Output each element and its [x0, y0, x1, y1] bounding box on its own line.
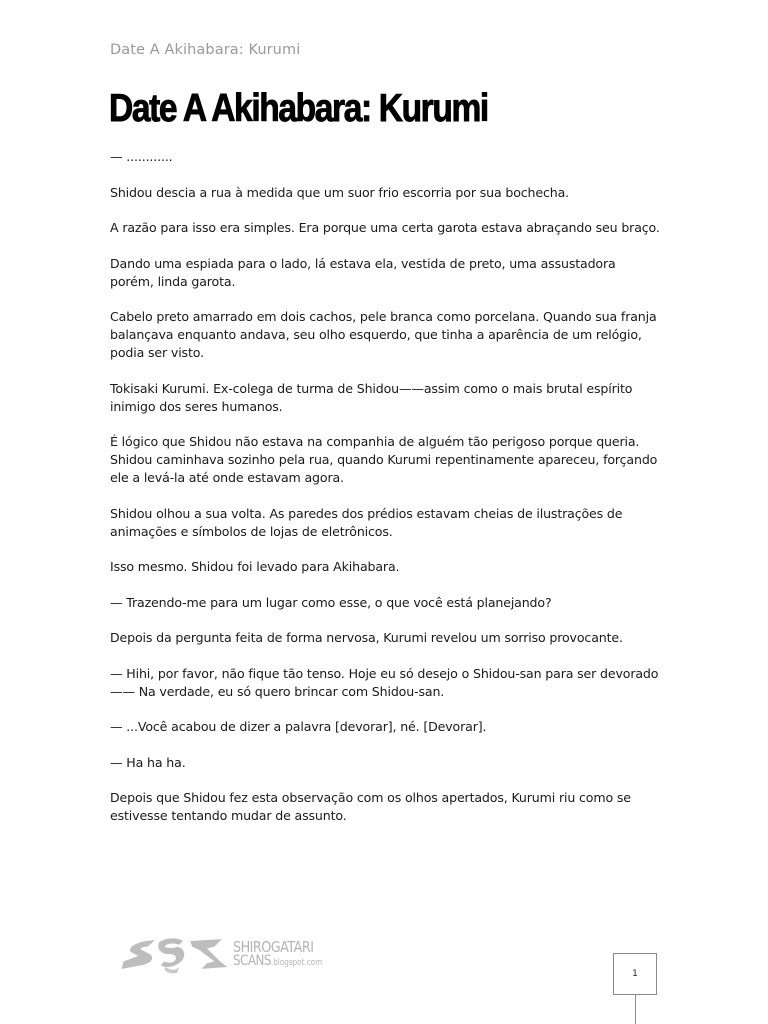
paragraph: A razão para isso era simples. Era porque uma certa garota estava abraçando seu braço. — [110, 220, 660, 235]
logo-line-2-suffix: .blogspot.com — [271, 958, 323, 968]
document-body — [110, 148, 660, 843]
paragraph: — ...Você acabou de dizer a palavra [devorar], né. [Devorar]. — [110, 719, 487, 734]
paragraph: Shidou descia a rua à medida que um suor frio escorria por sua bochecha. — [110, 184, 569, 200]
paragraph: Cabelo preto amarrado em dois cachos, pele branca como porcelana. Quando sua franja balançava enquanto andava, seu olho esquerdo, que tinha a aparência de um relógio, podia ser visto. — [110, 309, 657, 360]
running-header: Date A Akihabara: Kurumi — [110, 42, 301, 58]
paragraph: — ............ — [110, 149, 173, 164]
paragraph: Tokisaki Kurumi. Ex-colega de turma de Shidou——assim como o mais brutal espírito inimigo dos seres humanos. — [110, 380, 633, 414]
paragraph: É lógico que Shidou não estava na companhia de alguém tão perigoso porque queria. Shidou caminhava sozinho pela rua, quando Kurumi repentinamente apareceu, forçando ele a levá-la até onde estavam agora. — [110, 434, 658, 485]
paragraph: Depois que Shidou fez esta observação com os olhos apertados, Kurumi riu como se estivesse tentando mudar de assunto. — [110, 790, 631, 823]
paragraph: Dando uma espiada para o lado, lá estava ela, vestida de preto, uma assustadora porém, linda garota. — [110, 255, 616, 289]
page-number: 1 — [632, 969, 638, 979]
footer-logo — [118, 932, 338, 976]
logo-line-2 — [233, 954, 322, 968]
document-title: Date A Akihabara: Kurumi — [109, 87, 488, 130]
paragraph: — Ha ha ha. — [110, 754, 186, 770]
logo-line-2-main: SCANS — [233, 953, 272, 969]
page-number-connector-line — [635, 995, 636, 1024]
page-number-box — [613, 953, 657, 995]
paragraph: Isso mesmo. Shidou foi levado para Akihabara. — [110, 559, 400, 574]
logo-line-1: SHIROGATARI — [233, 938, 314, 956]
paragraph: — Trazendo-me para um lugar como esse, o que você está planejando? — [110, 594, 552, 610]
paragraph: — Hihi, por favor, não fique tão tenso. Hoje eu só desejo o Shidou-san para ser devorado—— Na verdade, eu só quero brincar com Shidou-san. — [110, 665, 659, 699]
logo-text — [233, 940, 338, 968]
paragraph: Shidou olhou a sua volta. As paredes dos prédios estavam cheias de ilustrações de animações e símbolos de lojas de eletrônicos. — [110, 505, 623, 539]
ssr-logo-icon — [118, 932, 231, 976]
paragraph: Depois da pergunta feita de forma nervosa, Kurumi revelou um sorriso provocante. — [110, 630, 623, 645]
